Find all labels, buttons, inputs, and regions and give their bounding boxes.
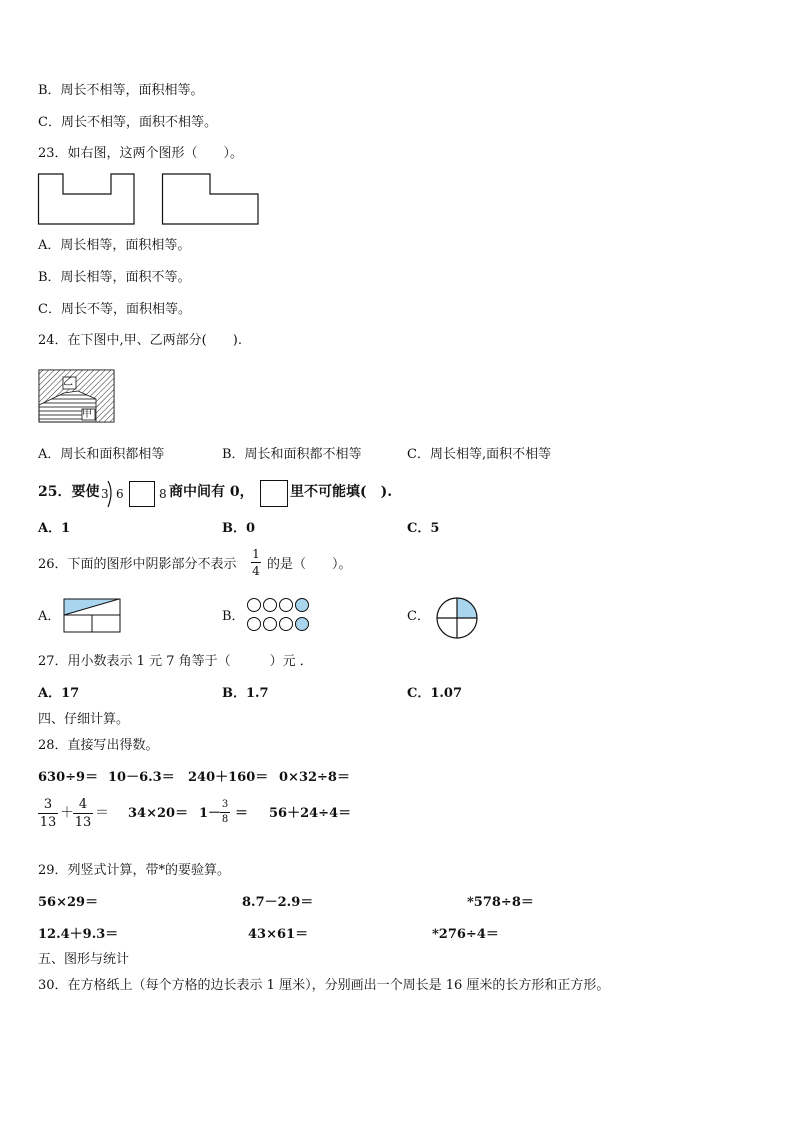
- q26-fraction-numerator: 1: [252, 547, 260, 561]
- q29-item-6: *276÷4＝: [432, 927, 499, 942]
- q28-fraction-3-numerator: 3: [221, 799, 229, 810]
- q26-option-c: C．: [407, 609, 430, 624]
- q25-dividend-a: 6: [116, 487, 124, 501]
- q25-option-c: C．5: [407, 521, 440, 536]
- q24-figure: [38, 369, 116, 425]
- q28-stem: 28．直接写出得数。: [38, 738, 159, 753]
- q26-option-a: A．: [38, 609, 61, 624]
- q28-fraction-1-denominator: 13: [39, 815, 57, 830]
- q28-item-7-pre: 1－: [199, 806, 222, 821]
- section-4-heading: 四、仔细计算。: [38, 712, 130, 727]
- q27-stem: 27．用小数表示 1 元 7 角等于（ ）元 ．: [38, 654, 313, 669]
- q28-item-8: 56＋24÷4＝: [269, 806, 352, 821]
- q23-shape-left: [38, 172, 138, 227]
- q24-option-c: C．周长相等,面积不相等: [407, 447, 552, 462]
- q29-stem: 29．列竖式计算，带*的要验算。: [38, 863, 231, 878]
- q28-item-1: 630÷9＝: [38, 770, 99, 785]
- q28-fraction-2-denominator: 13: [74, 815, 92, 830]
- q30-stem: 30．在方格纸上（每个方格的边长表示 1 厘米），分别画出一个周长是 16 厘米的长方形和正方形。: [38, 978, 610, 993]
- q23-option-a: A．周长相等，面积相等。: [38, 238, 191, 253]
- q24-label-jia: 甲: [82, 409, 92, 420]
- q25-stem-pre: 25．要使: [38, 484, 100, 500]
- q25-division-bracket: [107, 480, 115, 508]
- q26-option-b: B．: [222, 609, 245, 624]
- q28-fraction-2-numerator: 4: [78, 797, 88, 812]
- q28-fraction-1-numerator: 3: [43, 797, 53, 812]
- q26-fraction-denominator: 4: [252, 564, 260, 578]
- q28-plus-sign: ＋: [60, 805, 74, 821]
- q28-equals-3: ＝: [235, 806, 249, 821]
- q29-item-2: 8.7－2.9＝: [242, 895, 314, 910]
- q25-blank-box: [129, 481, 155, 507]
- q24-option-b: B．周长和面积都不相等: [222, 447, 362, 462]
- q28-item-6: 34×20＝: [128, 806, 189, 821]
- q24-stem: 24．在下图中,甲、乙两部分( ).: [38, 333, 242, 348]
- q25-stem-mid: 商中间有 0，: [169, 484, 254, 500]
- q23-stem: 23．如右图，这两个图形（ ）。: [38, 146, 244, 161]
- q29-item-5: 43×61＝: [248, 927, 309, 942]
- q25-answer-box: [260, 480, 288, 507]
- q28-fraction-3-denominator: 8: [221, 814, 229, 825]
- q22-option-c: C．周长不相等，面积不相等。: [38, 115, 217, 130]
- q25-stem-post: 里不可能填( ).: [290, 484, 393, 500]
- q26-fraction: [251, 547, 261, 578]
- q26-stem-post: 的是（ ）。: [267, 557, 352, 572]
- q25-option-a: A．1: [38, 521, 71, 536]
- q27-option-c: C．1.07: [407, 686, 463, 701]
- q29-item-3: *578÷8＝: [467, 895, 534, 910]
- q27-option-a: A．17: [38, 686, 80, 701]
- q23-option-b: B．周长相等，面积不等。: [38, 270, 191, 285]
- q25-divisor: 3: [101, 487, 109, 501]
- q28-item-2: 10－6.3＝: [108, 770, 175, 785]
- q29-item-1: 56×29＝: [38, 895, 99, 910]
- q23-shape-right: [162, 172, 262, 227]
- q28-item-3: 240＋160＝: [188, 770, 269, 785]
- q26-figure-b: [247, 596, 317, 634]
- q28-fraction-3: [220, 799, 230, 826]
- section-5-heading: 五、图形与统计: [38, 952, 130, 967]
- q26-stem-pre: 26．下面的图形中阴影部分不表示: [38, 557, 237, 572]
- q26-figure-a: [63, 598, 121, 634]
- q28-equals-1: ＝: [95, 805, 109, 821]
- q28-item-4: 0×32÷8＝: [279, 770, 350, 785]
- q26-figure-c: [436, 597, 480, 641]
- q23-option-c: C．周长不等，面积相等。: [38, 302, 191, 317]
- q29-item-4: 12.4＋9.3＝: [38, 927, 119, 942]
- q24-label-yi: 乙: [63, 377, 73, 388]
- q24-option-a: A．周长和面积都相等: [38, 447, 165, 462]
- q22-option-b: B．周长不相等，面积相等。: [38, 83, 204, 98]
- q25-option-b: B．0: [222, 521, 256, 536]
- q28-fraction-2: [73, 797, 93, 830]
- q27-option-b: B．1.7: [222, 686, 269, 701]
- q28-fraction-1: [38, 797, 58, 830]
- q25-dividend-c: 8: [159, 487, 167, 501]
